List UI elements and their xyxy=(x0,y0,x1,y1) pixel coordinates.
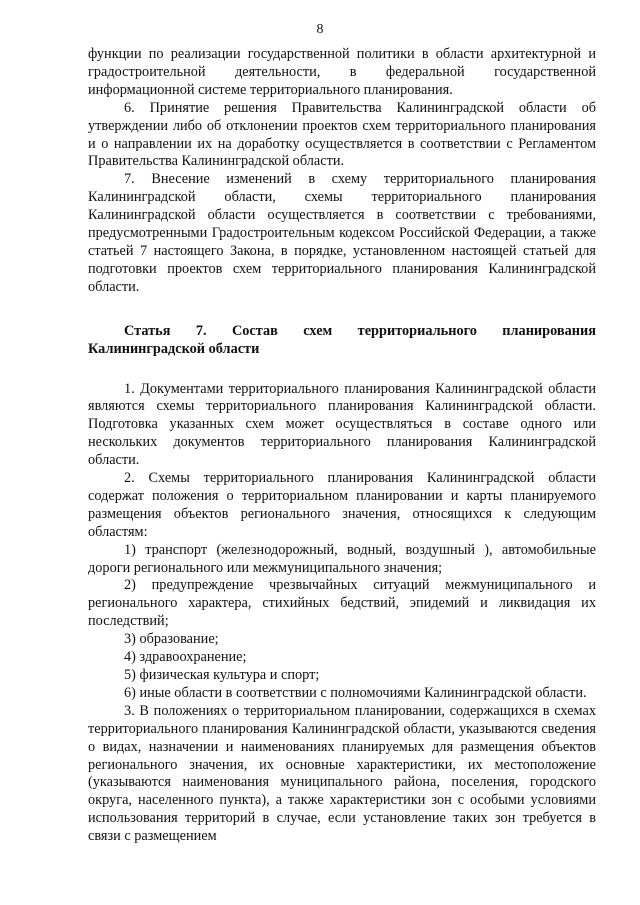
paragraph-7: 7. Внесение изменений в схему территориального планирования Калининградской области, схемы территориального планирования Калининградской области осуществляется в соответствии с требованиями, предусмотренными Градостроительным кодексом Российской Федерации, а также статьей 7 настоящего Закона, в порядке, установленном настоящей статьей для подготовки проектов схем территориального планирования Калининградской области. xyxy=(88,171,596,295)
section-gap xyxy=(88,359,596,381)
document-body xyxy=(88,46,596,846)
paragraph-6: 6. Принятие решения Правительства Калининградской области об утверждении либо об отклонении проектов схем территориального планирования и о направлении их на доработку осуществляется в соответствии с Регламентом Правительства Калининградской области. xyxy=(88,99,596,170)
section-gap xyxy=(88,297,596,323)
article-7-item-1: 1. Документами территориального планирования Калининградской области являются схемы территориального планирования Калининградской области. Подготовка указанных схем может осуществляться в составе одного или нескольких документов территориального планирования Калининградской области. xyxy=(88,380,596,469)
article-heading: Статья 7. Состав схем территориального планирования Калининградской области xyxy=(88,322,596,357)
list-item-healthcare: 4) здравоохранение; xyxy=(124,649,247,666)
page-number: 8 xyxy=(316,22,324,37)
list-item-emergency: 2) предупреждение чрезвычайных ситуаций межмуниципального и регионального характера, стихийных бедствий, эпидемий и ликвидация их последствий; xyxy=(88,577,596,630)
list-item-other: 6) иные области в соответствии с полномочиями Калининградской области. xyxy=(124,684,587,701)
list-item-education: 3) образование; xyxy=(124,631,219,648)
list-item-transport: 1) транспорт (железнодорожный, водный, воздушный ), автомобильные дороги регионального или межмуниципального значения; xyxy=(88,541,596,576)
article-7-item-2: 2. Схемы территориального планирования Калининградской области содержат положения о территориальном планировании и карты планируемого размещения объектов регионального значения, относящихся к следующим областям: xyxy=(88,470,596,540)
article-7-item-3: 3. В положениях о территориальном планировании, содержащихся в схемах территориального планирования Калининградской области, указываются сведения о видах, назначении и наименованиях планируемых для размещения объектов регионального значения, их основные характеристики, их местоположение (указываются наименования муниципального района, поселения, городского округа, населенного пункта), а также характеристики зон с особыми условиями использования территорий в случае, если установление таких зон требуется в связи с размещением xyxy=(88,702,596,845)
paragraph-continuation: функции по реализации государственной политики в области архитектурной и градостроительной деятельности, в федеральной государственной информационной системе территориального планирования. xyxy=(88,46,596,98)
list-item-sport: 5) физическая культура и спорт; xyxy=(124,667,320,683)
